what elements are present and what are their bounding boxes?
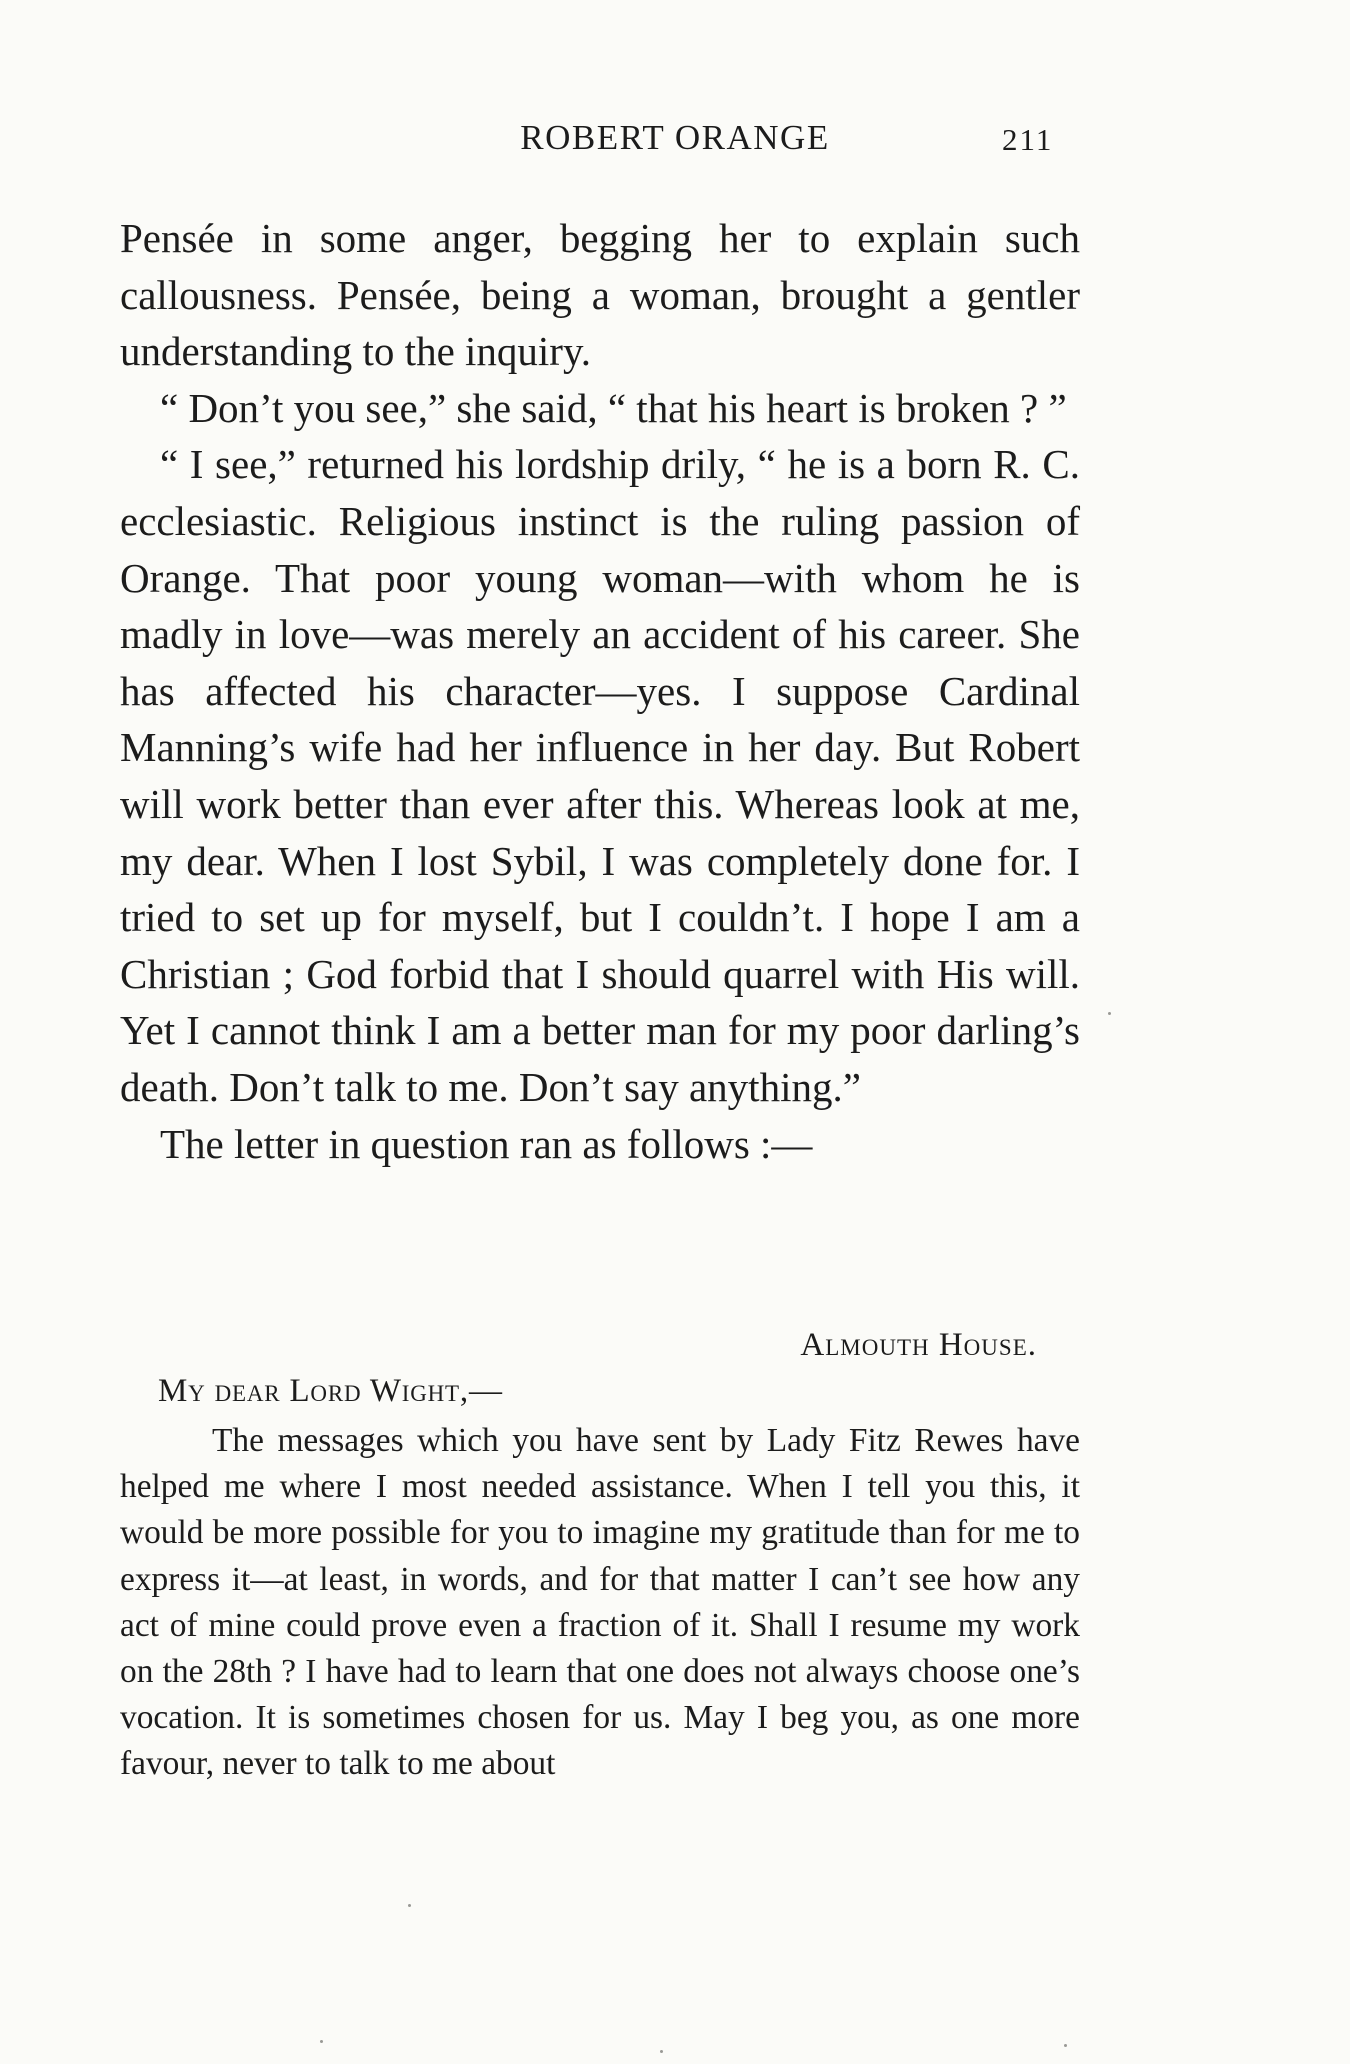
letter-address: Almouth House. — [800, 1327, 1037, 1363]
print-speck — [660, 2050, 663, 2053]
letter-body — [120, 1418, 1080, 1788]
main-text — [120, 210, 1080, 1172]
running-head: ROBERT ORANGE — [520, 118, 830, 157]
print-speck — [1064, 2044, 1067, 2047]
page-number: 211 — [1002, 122, 1054, 157]
print-speck — [320, 2040, 323, 2043]
print-speck — [1108, 1012, 1111, 1015]
letter-heading — [120, 1322, 1037, 1414]
paragraph-continuation: Pensée in some anger, begging her to explain such callousness. Pensée, being a woman, brought a gentler understanding to the inquiry. — [120, 215, 1080, 375]
print-speck — [408, 1904, 411, 1907]
paragraph-dialogue-lord-wight: “ I see,” returned his lordship drily, “ he is a born R. C. ecclesiastic. Religious instinct is the ruling passion of Orange. That poor young woman—with whom he is madly in love—was merely an accident of his career. She has affected his character—yes. I suppose Cardinal Manning’s wife had her influence in her day. But Robert will work better than ever after this. Whereas look at me, my dear. When I lost Sybil, I was completely done for. I tried to set up for myself, but I couldn’t. I hope I am a Christian ; God forbid that I should quarrel with His will. Yet I cannot think I am a better man for my poor darling’s death. Don’t talk to me. Don’t say anything.” — [120, 441, 1080, 1110]
page-header — [0, 118, 1350, 168]
letter-salutation: My dear Lord Wight,— — [158, 1373, 503, 1409]
paragraph-letter-intro: The letter in question ran as follows :— — [160, 1120, 813, 1167]
paragraph-dialogue-pensee: “ Don’t you see,” she said, “ that his heart is broken ? ” — [160, 384, 1067, 431]
letter-paragraph: The messages which you have sent by Lady Fitz Rewes have helped me where I most needed assistance. When I tell you this, it would be more possible for you to imagine my gratitude than for me to express it—at least, in words, and for that matter I can’t see how any act of mine could prove even a fraction of it. Shall I resume my work on the 28th ? I have had to learn that one does not always choose one’s vocation. It is sometimes chosen for us. May I beg you, as one more favour, never to talk to me about — [120, 1422, 1080, 1783]
